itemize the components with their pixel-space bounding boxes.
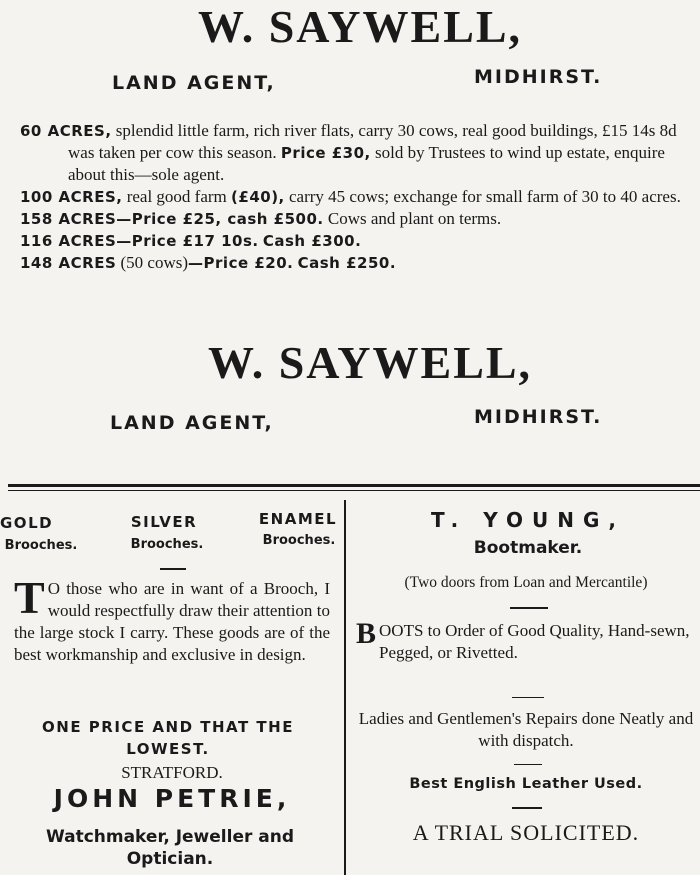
listing-tail: carry 45 cows; exchange for small farm of 30 to 40 acres.: [289, 187, 681, 206]
young-location: (Two doors from Loan and Mercantile): [404, 574, 648, 591]
young-repairs: Ladies and Gentlemen's Repairs done Neatly and with dispatch.: [358, 709, 694, 750]
young-trade: Bootmaker.: [473, 538, 583, 558]
category-silver-item: Brooches.: [130, 537, 204, 552]
petrie-slogan: ONE PRICE AND THAT THE LOWEST.: [42, 718, 294, 758]
drop-cap: B: [356, 617, 377, 650]
drop-cap: T: [14, 572, 45, 623]
listing-price: Price £30,: [280, 144, 371, 162]
young-name: T. YOUNG,: [431, 508, 625, 532]
listing-item: [20, 186, 688, 208]
section-divider: [8, 490, 700, 491]
young-body-text: OOTS to Order of Good Quality, Hand-sewn, Pegged, or Rivetted.: [379, 621, 690, 662]
listing-tail: Cash £300.: [262, 232, 362, 250]
petrie-town: STRATFORD.: [121, 763, 223, 782]
petrie-trade: Watchmaker, Jeweller and Optician.: [45, 827, 295, 869]
young-divider: [514, 764, 542, 765]
young-closing: A TRIAL SOLICITED.: [412, 820, 640, 845]
petrie-body: [14, 572, 330, 666]
petrie-divider: [160, 568, 186, 570]
listing-tail: Cows and plant on terms.: [327, 209, 502, 228]
listing-item: [20, 208, 688, 230]
listing-item: [20, 252, 688, 274]
listing-text: splendid little farm, rich river flats, carry 30 cows, real good buildings, £15 14s 8d was taken per cow this season.: [68, 121, 677, 162]
young-divider: [512, 807, 542, 809]
listing-acres: 116 ACRES: [20, 232, 117, 250]
listing-acres: 158 ACRES: [20, 210, 117, 228]
listing-item: [20, 120, 688, 186]
category-gold: GOLD: [0, 514, 54, 532]
young-leather: Best English Leather Used.: [409, 776, 643, 792]
saywell-town-1: MIDHIRST.: [474, 66, 603, 88]
category-gold-item: Brooches.: [4, 538, 78, 553]
young-divider: [512, 697, 544, 698]
saywell-role-1: LAND AGENT,: [112, 72, 276, 94]
category-enamel: ENAMEL: [258, 510, 338, 528]
listing-acres: 60 ACRES,: [20, 122, 112, 140]
saywell-role-2: LAND AGENT,: [110, 412, 274, 434]
petrie-body-text: O those who are in want of a Brooch, I would respectfully draw their attention to the large stock I carry. These goods are of the best workmanship and exclusive in design.: [14, 579, 330, 664]
listing-price: (£40),: [231, 188, 285, 206]
listing-text: (50 cows): [120, 253, 189, 272]
young-divider: [510, 607, 548, 609]
category-silver: SILVER: [130, 513, 198, 531]
listing-acres: 100 ACRES,: [20, 188, 123, 206]
listing-item: [20, 230, 688, 252]
saywell-town-2: MIDHIRST.: [474, 406, 603, 428]
saywell-title-1: W. SAYWELL,: [197, 1, 523, 52]
column-divider: [344, 500, 346, 875]
listing-tail: Cash £250.: [297, 254, 397, 272]
petrie-name: JOHN PETRIE,: [53, 784, 291, 813]
section-divider: [8, 484, 700, 487]
listing-acres: 148 ACRES: [20, 254, 117, 272]
saywell-title-2: W. SAYWELL,: [207, 337, 533, 388]
young-body: [356, 617, 696, 664]
listing-text: real good farm: [126, 187, 227, 206]
listing-price: —Price £17 10s.: [116, 232, 259, 250]
listing-price: —Price £25, cash £500.: [116, 210, 324, 228]
category-enamel-item: Brooches.: [262, 533, 336, 548]
listing-tail: sold by Trustees to wind up estate, enquire about this—sole agent.: [68, 143, 665, 184]
saywell-listings: [20, 120, 688, 274]
listing-price: —Price £20.: [188, 254, 294, 272]
